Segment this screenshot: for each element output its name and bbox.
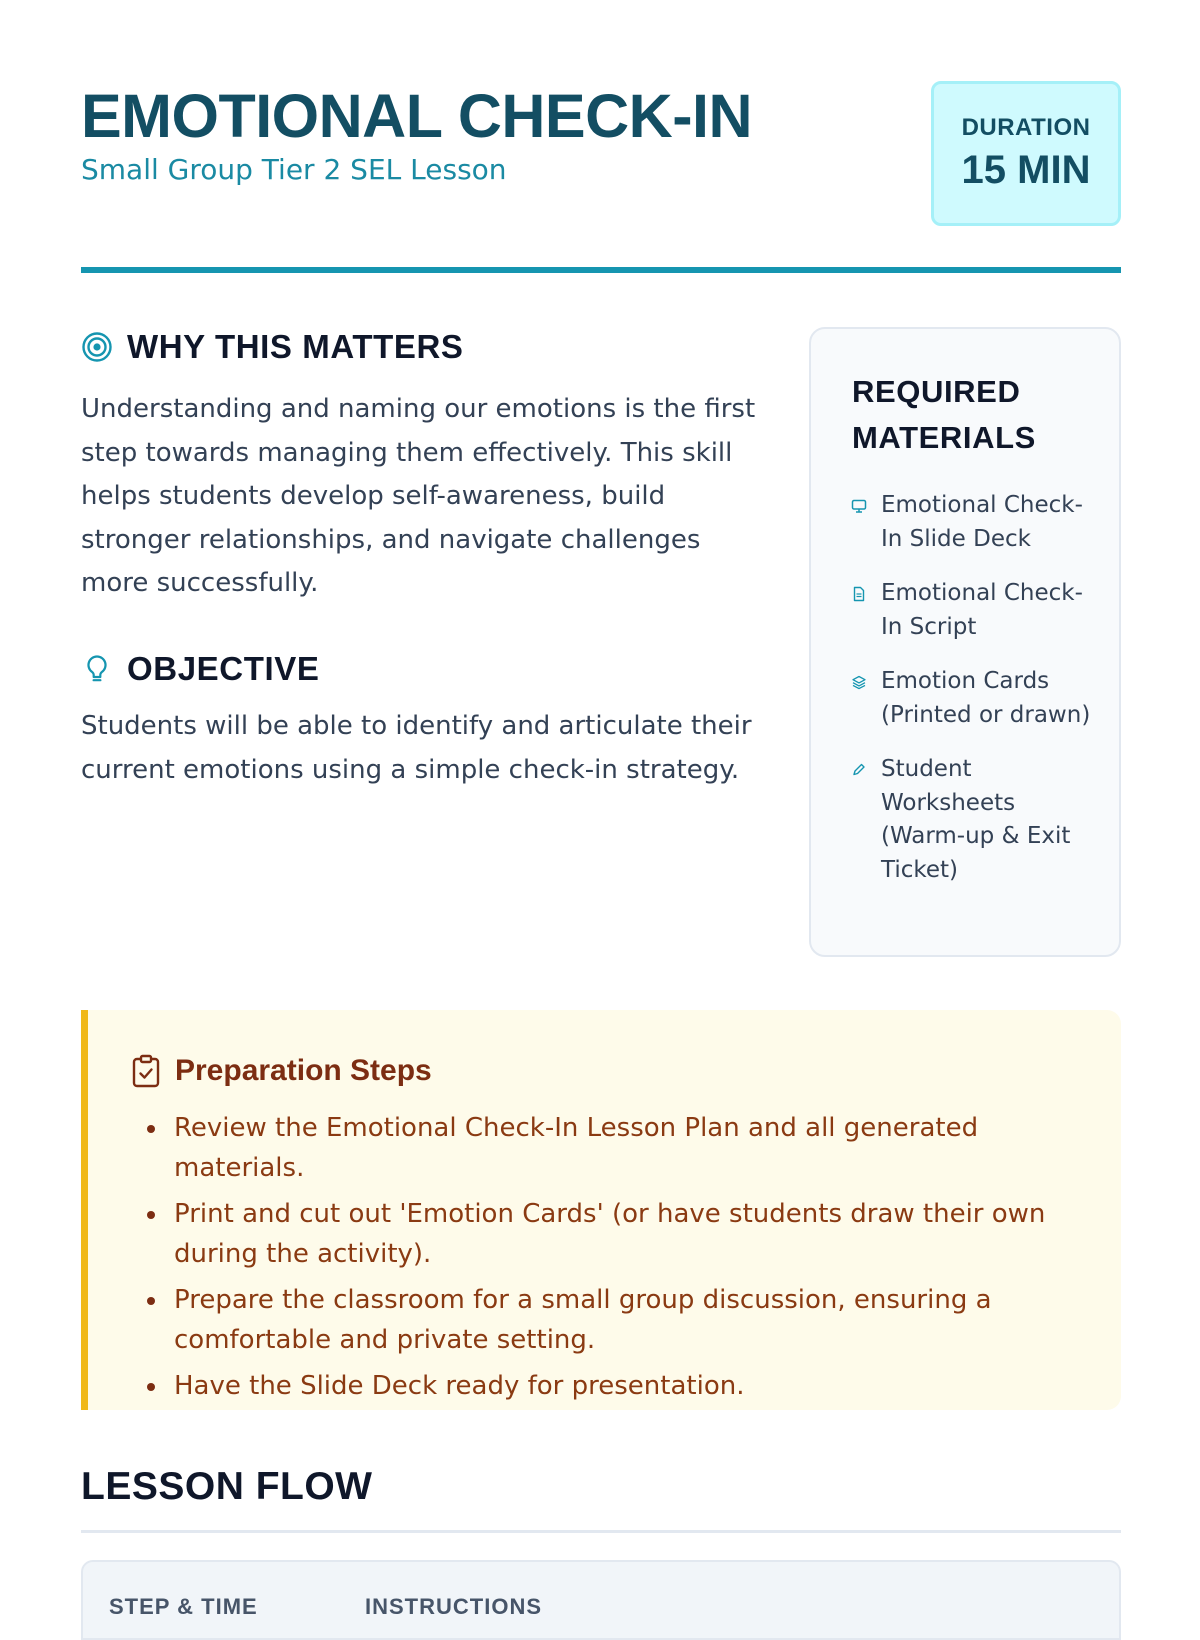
list-item: Prepare the classroom for a small group discussion, ensuring a comfortable and private setting. (174, 1280, 1104, 1360)
target-icon (81, 331, 113, 363)
list-item (851, 665, 1091, 732)
lesson-plan-page (81, 0, 1121, 1619)
duration-badge (931, 81, 1121, 226)
preparation-list (174, 1108, 1104, 1412)
duration-label: DURATION (961, 114, 1091, 141)
why-text: Understanding and naming our emotions is the first step towards managing them effectively. This skill helps students develop self-awareness, build stronger relationships, and navigate challenges more successfully. (81, 394, 756, 598)
preparation-heading (131, 1054, 432, 1088)
presentation-icon (851, 498, 867, 514)
pencil-icon (851, 762, 867, 778)
lesson-flow-table (81, 1560, 1121, 1640)
why-heading (81, 328, 464, 366)
material-label: Emotional Check-In Slide Deck (881, 492, 1083, 552)
page-title: EMOTIONAL CHECK-IN (81, 82, 753, 150)
table-header-step: STEP & TIME (109, 1594, 258, 1619)
header-divider (81, 267, 1121, 273)
list-item: Print and cut out 'Emotion Cards' (or have students draw their own during the activity). (174, 1194, 1104, 1274)
clipboard-check-icon (131, 1054, 161, 1088)
document-icon (851, 586, 867, 602)
materials-list (851, 489, 1091, 908)
list-item: Have the Slide Deck ready for presentation. (174, 1366, 1104, 1406)
why-heading-text: WHY THIS MATTERS (127, 328, 464, 365)
page-subtitle: Small Group Tier 2 SEL Lesson (81, 153, 507, 186)
material-label: Emotional Check-In Script (881, 580, 1083, 640)
materials-card (809, 327, 1121, 957)
preparation-heading-text: Preparation Steps (175, 1054, 432, 1087)
list-item (851, 753, 1091, 887)
preparation-panel (81, 1010, 1121, 1410)
lesson-flow-divider (81, 1530, 1121, 1533)
list-item: Review the Emotional Check-In Lesson Plan and all generated materials. (174, 1108, 1104, 1188)
duration-value: 15 MIN (961, 148, 1091, 192)
material-label: Emotion Cards (Printed or drawn) (881, 668, 1091, 728)
objective-heading-text: OBJECTIVE (127, 650, 320, 687)
material-label: Student Worksheets (Warm-up & Exit Ticket) (881, 756, 1071, 883)
objective-heading (81, 650, 319, 688)
list-item (851, 577, 1091, 644)
table-header-instructions: INSTRUCTIONS (365, 1594, 542, 1619)
materials-heading: REQUIRED MATERIALS (852, 374, 1036, 455)
lesson-flow-heading: LESSON FLOW (81, 1465, 373, 1508)
objective-text: Students will be able to identify and articulate their current emotions using a simple check-in strategy. (81, 711, 752, 785)
list-item (851, 489, 1091, 556)
layers-icon (851, 674, 867, 690)
lightbulb-icon (81, 653, 113, 685)
